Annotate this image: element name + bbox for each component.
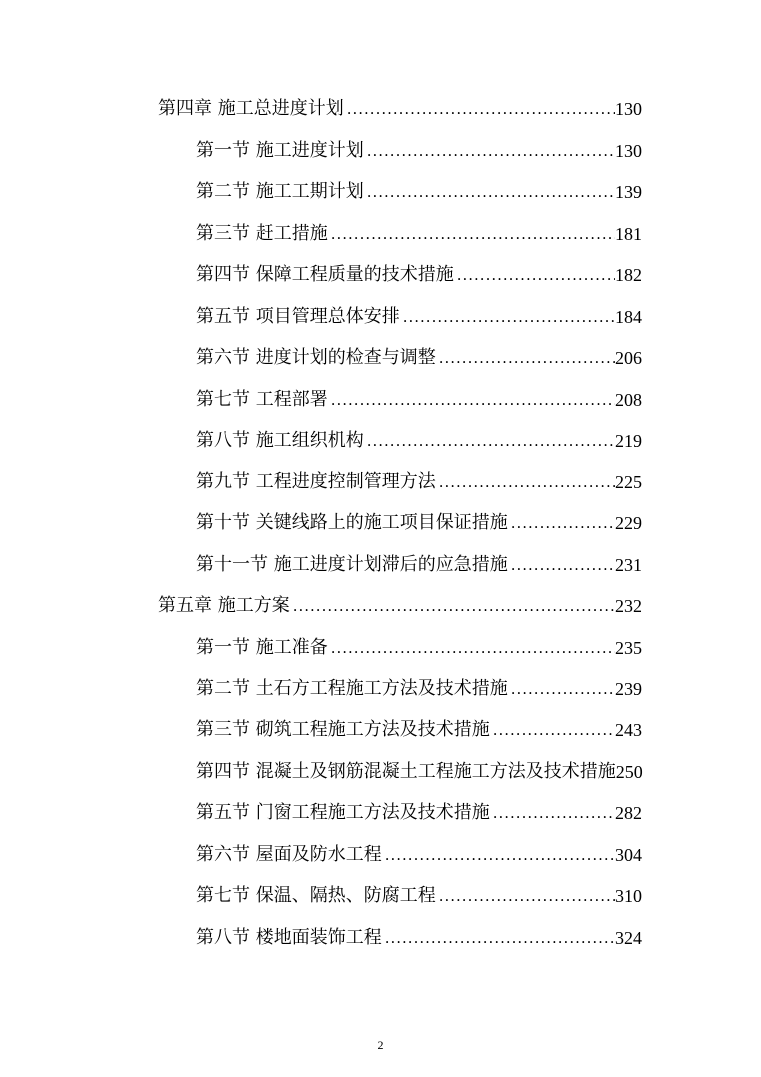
toc-entry-ch5-section-6[interactable]	[196, 841, 642, 869]
toc-entry-page: 304	[615, 845, 642, 865]
toc-entry-ch5-section-7[interactable]	[196, 882, 642, 910]
toc-entry-ch4-section-6[interactable]	[196, 344, 642, 372]
toc-entry-ch5-section-1[interactable]	[196, 634, 642, 662]
toc-entry-title: 第四节 混凝土及钢筋混凝土工程施工方法及技术措施	[196, 761, 616, 782]
toc-entry-page: 282	[615, 803, 642, 823]
dot-leader	[490, 799, 615, 827]
toc-entry-ch5-section-4[interactable]	[196, 758, 662, 786]
toc-entry-page: 219	[615, 431, 642, 451]
toc-entry-ch4-section-1[interactable]	[196, 137, 642, 165]
toc-entry-title: 第五节 门窗工程施工方法及技术措施	[196, 802, 490, 823]
toc-entry-chapter-4[interactable]	[158, 95, 642, 123]
toc-entry-title: 第四节 保障工程质量的技术措施	[196, 264, 454, 285]
dot-leader	[436, 468, 615, 496]
toc-entry-page: 181	[615, 224, 642, 244]
dot-leader	[382, 924, 615, 952]
toc-entry-title: 第五节 项目管理总体安排	[196, 306, 400, 327]
toc-entry-page: 324	[615, 928, 642, 948]
toc-entry-page: 239	[615, 679, 642, 699]
dot-leader	[364, 427, 615, 455]
dot-leader	[344, 95, 615, 123]
dot-leader	[508, 509, 615, 537]
toc-entry-page: 229	[615, 513, 642, 533]
toc-entry-title: 第七节 保温、隔热、防腐工程	[196, 885, 436, 906]
dot-leader	[490, 716, 615, 744]
toc-entry-title: 第二节 施工工期计划	[196, 181, 364, 202]
toc-entry-page: 250	[615, 762, 643, 782]
dot-leader	[364, 137, 615, 165]
toc-entry-title: 第七节 工程部署	[196, 389, 328, 410]
toc-entry-page: 235	[615, 638, 642, 658]
toc-entry-ch4-section-9[interactable]	[196, 468, 642, 496]
toc-entry-ch4-section-10[interactable]	[196, 509, 642, 537]
dot-leader	[508, 551, 615, 579]
toc-entry-title: 第八节 施工组织机构	[196, 430, 364, 451]
toc-entry-page: 182	[615, 265, 642, 285]
toc-entry-ch4-section-8[interactable]	[196, 427, 642, 455]
toc-entry-page: 208	[615, 390, 642, 410]
toc-entry-ch5-section-5[interactable]	[196, 799, 642, 827]
toc-entry-page: 139	[615, 182, 642, 202]
dot-leader	[436, 882, 615, 910]
dot-leader	[436, 344, 615, 372]
dot-leader	[328, 634, 615, 662]
toc-entry-title: 第二节 土石方工程施工方法及技术措施	[196, 678, 508, 699]
dot-leader	[382, 841, 615, 869]
toc-entry-page: 130	[615, 141, 642, 161]
toc-entry-title: 第四章 施工总进度计划	[158, 98, 344, 119]
toc-entry-title: 第十一节 施工进度计划滞后的应急措施	[196, 554, 508, 575]
toc-entry-title: 第六节 屋面及防水工程	[196, 844, 382, 865]
toc-entry-title: 第六节 进度计划的检查与调整	[196, 347, 436, 368]
toc-entry-title: 第五章 施工方案	[158, 595, 290, 616]
toc-entry-page: 225	[615, 472, 642, 492]
toc-entry-page: 206	[615, 348, 642, 368]
toc-entry-ch5-section-8[interactable]	[196, 924, 642, 952]
page-number: 2	[377, 1038, 384, 1052]
toc-entry-ch4-section-7[interactable]	[196, 386, 642, 414]
toc-entry-page: 184	[615, 307, 642, 327]
toc-entry-title: 第十节 关键线路上的施工项目保证措施	[196, 512, 508, 533]
toc-entry-title: 第九节 工程进度控制管理方法	[196, 471, 436, 492]
toc-entry-ch4-section-3[interactable]	[196, 220, 642, 248]
toc-entry-page: 310	[615, 886, 642, 906]
toc-entry-chapter-5[interactable]	[158, 592, 642, 620]
toc-entry-ch4-section-5[interactable]	[196, 303, 642, 331]
toc-entry-page: 231	[615, 555, 642, 575]
dot-leader	[328, 220, 615, 248]
dot-leader	[364, 178, 615, 206]
toc-entry-page: 232	[615, 596, 642, 616]
toc-entry-ch4-section-11[interactable]	[196, 551, 642, 579]
toc-entry-page: 243	[615, 720, 642, 740]
toc-entry-title: 第一节 施工准备	[196, 637, 328, 658]
toc-entry-ch4-section-2[interactable]	[196, 178, 642, 206]
dot-leader	[290, 592, 615, 620]
dot-leader	[328, 386, 615, 414]
toc-entry-title: 第三节 赶工措施	[196, 223, 328, 244]
toc-entry-title: 第八节 楼地面装饰工程	[196, 927, 382, 948]
toc-entry-title: 第三节 砌筑工程施工方法及技术措施	[196, 719, 490, 740]
toc-entry-ch5-section-3[interactable]	[196, 716, 642, 744]
dot-leader	[454, 261, 615, 289]
toc-entry-title: 第一节 施工进度计划	[196, 140, 364, 161]
dot-leader	[508, 675, 615, 703]
toc-entry-page: 130	[615, 99, 642, 119]
toc-entry-ch5-section-2[interactable]	[196, 675, 642, 703]
dot-leader	[400, 303, 615, 331]
toc-entry-ch4-section-4[interactable]	[196, 261, 642, 289]
